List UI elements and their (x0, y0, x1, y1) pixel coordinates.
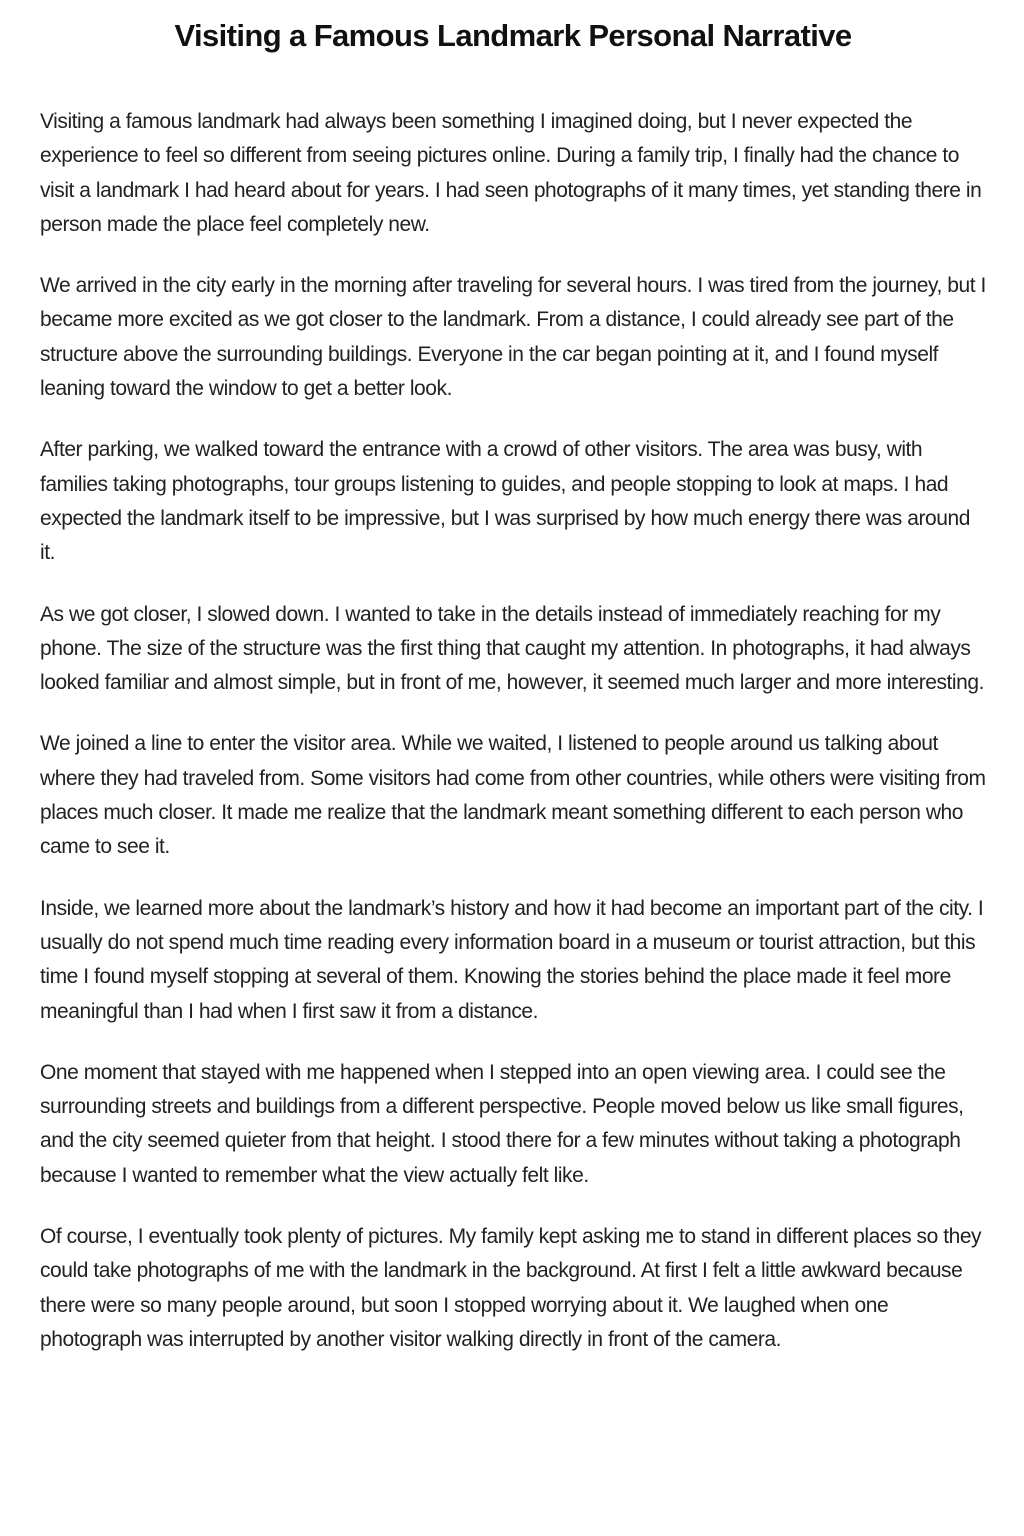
paragraph-5: We joined a line to enter the visitor area. While we waited, I listened to people around us talking about where they had traveled from. Some visitors had come from other countries, while others were visiting from places much closer. It made me realize that the landmark meant something different to each person who came to see it. (40, 732, 986, 859)
paragraph-1: Visiting a famous landmark had always been something I imagined doing, but I never expected the experience to feel so different from seeing pictures online. During a family trip, I finally had the chance to visit a landmark I had heard about for years. I had seen photographs of it many times, yet standing there in person made the place feel completely new. (40, 110, 982, 236)
paragraph-7: One moment that stayed with me happened when I stepped into an open viewing area. I could see the surrounding streets and buildings from a different perspective. People moved below us like small figures, and the city seemed quieter from that height. I stood there for a few minutes without taking a photograph because I wanted to remember what the view actually felt like. (40, 1060, 964, 1187)
document-title: Visiting a Famous Landmark Personal Narrative (174, 18, 852, 53)
document-body (40, 105, 986, 1357)
paragraph-8: Of course, I eventually took plenty of pictures. My family kept asking me to stand in different places so they could take photographs of me with the landmark in the background. At first I felt a little awkward because there were so many people around, but soon I stopped worrying about it. We laughed when one photograph was interrupted by another visitor walking directly in front of the camera. (40, 1225, 982, 1351)
paragraph-4: As we got closer, I slowed down. I wanted to take in the details instead of immediately reaching for my phone. The size of the structure was the first thing that caught my attention. In photographs, it had always looked familiar and almost simple, but in front of me, however, it seemed much larger and more interesting. (40, 602, 984, 695)
paragraph-2: We arrived in the city early in the morning after traveling for several hours. I was tired from the journey, but I became more excited as we got closer to the landmark. From a distance, I could already see part of the structure above the surrounding buildings. Everyone in the car began pointing at it, and I found myself leaning toward the window to get a better look. (40, 274, 986, 401)
paragraph-6: Inside, we learned more about the landmark’s history and how it had become an important part of the city. I usually do not spend much time reading every information board in a museum or tourist attraction, but this time I found myself stopping at several of them. Knowing the stories behind the place made it feel more meaningful than I had when I first saw it from a distance. (40, 896, 984, 1023)
paragraph-3: After parking, we walked toward the entrance with a crowd of other visitors. The area was busy, with families taking photographs, tour groups listening to guides, and people stopping to look at maps. I had expected the landmark itself to be impressive, but I was surprised by how much energy there was around it. (40, 438, 970, 565)
